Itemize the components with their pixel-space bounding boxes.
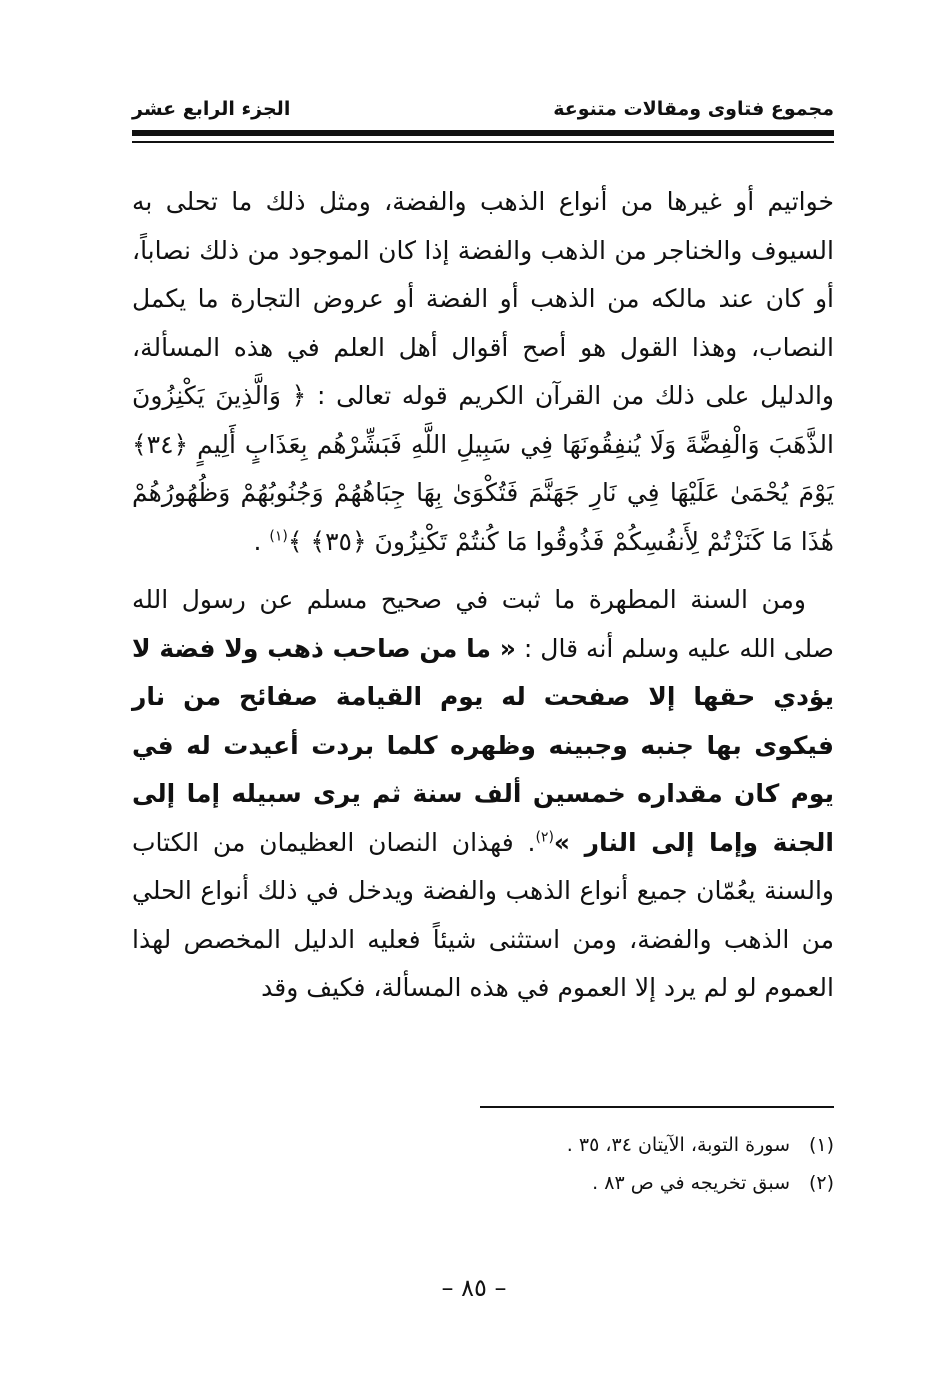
- running-header: [132, 98, 834, 124]
- footnote-2-number: (٢): [808, 1172, 834, 1194]
- footnote-ref-1: (١): [269, 528, 288, 545]
- footnote-2: [132, 1164, 834, 1202]
- footnote-1-number: (١): [808, 1134, 834, 1156]
- footnote-ref-2: (٢): [535, 829, 554, 846]
- footnote-separator: [480, 1106, 834, 1108]
- main-text: [132, 178, 834, 1013]
- footnote-2-text: سبق تخريجه في ص ٨٣ .: [592, 1172, 790, 1194]
- hadith-quote: « ما من صاحب ذهب ولا فضة لا يؤدي حقها إلا صفحت له يوم القيامة صفائح من نار فيكوى بها جنبه وجبينه وظهره كلما بردت أعيدت له في يوم كان مقداره خمسين ألف سنة ثم يرى سبيله إما إلى الجنة وإما إلى النار »: [132, 633, 834, 857]
- page-number: – ٨٥ –: [441, 1274, 507, 1302]
- quran-verse: ﴿ وَالَّذِينَ يَكْنِزُونَ الذَّهَبَ وَالْفِضَّةَ وَلَا يُنفِقُونَهَا فِي سَبِيلِ اللَّهِ فَبَشِّرْهُم بِعَذَابٍ أَلِيمٍ ﴿٣٤﴾ يَوْمَ يُحْمَىٰ عَلَيْهَا فِي نَارِ جَهَنَّمَ فَتُكْوَىٰ بِهَا جِبَاهُهُمْ وَجُنُوبُهُمْ وَظُهُورُهُمْ هَٰذَا مَا كَنَزْتُمْ لِأَنفُسِكُمْ فَذُوقُوا مَا كُنتُمْ تَكْنِزُونَ ﴿٣٥﴾ ﴾: [132, 381, 834, 556]
- volume-label: الجزء الرابع عشر: [132, 98, 291, 120]
- book-title: مجموع فتاوى ومقالات متنوعة: [553, 98, 834, 120]
- paragraph-1-text: خواتيم أو غيرها من أنواع الذهب والفضة، ومثل ذلك ما تحلى به السيوف والخناجر من الذهب والفضة إذا كان الموجود من ذلك نصاباً، أو كان عند مالكه من الذهب أو الفضة أو عروض التجارة ما يكمل النصاب، وهذا القول هو أصح أقوال أهل العلم في هذه المسألة، والدليل على ذلك من القرآن الكريم قوله تعالى :: [132, 187, 834, 410]
- footnotes: [132, 1126, 834, 1202]
- paragraph-2: [132, 576, 834, 1013]
- header-rule-thick: [132, 130, 834, 136]
- footnote-1: [132, 1126, 834, 1164]
- paragraph-1: خواتيم أو غيرها من أنواع الذهب والفضة، ومثل ذلك ما تحلى به السيوف والخناجر من الذهب والفضة إذا كان الموجود من ذلك نصاباً، أو كان عند مالكه من الذهب أو الفضة أو عروض التجارة ما يكمل النصاب، وهذا القول هو أصح أقوال أهل العلم في هذه المسألة، والدليل على ذلك من القرآن الكريم قوله تعالى : ﴿ وَالَّذِينَ يَكْنِزُونَ الذَّهَبَ وَالْفِضَّةَ وَلَا يُنفِقُونَهَا فِي سَبِيلِ اللَّهِ فَبَشِّرْهُم بِعَذَابٍ أَلِيمٍ ﴿٣٤﴾ يَوْمَ يُحْمَىٰ عَلَيْهَا فِي نَارِ جَهَنَّمَ فَتُكْوَىٰ بِهَا جِبَاهُهُمْ وَجُنُوبُهُمْ وَظُهُورُهُمْ هَٰذَا مَا كَنَزْتُمْ لِأَنفُسِكُمْ فَذُوقُوا مَا كُنتُمْ تَكْنِزُونَ ﴿٣٥﴾ ﴾$^{(١)}$ .: [132, 187, 834, 556]
- footnote-1-text: سورة التوبة، الآيتان ٣٤، ٣٥ .: [566, 1134, 790, 1156]
- header-rule-thin: [132, 141, 834, 143]
- paragraph-2-text: . فهذان النصان العظيمان من الكتاب والسنة يعُمّان جميع أنواع الذهب والفضة ويدخل في ذلك أنواع الحلي من الذهب والفضة، ومن استثنى شيئاً فعليه الدليل المخصص لهذا العموم لو لم يرد إلا العموم في هذه المسألة، فكيف وقد: [132, 827, 834, 1002]
- paragraph-2-intro: ومن السنة المطهرة ما ثبت في صحيح مسلم عن رسول الله صلى الله عليه وسلم أنه قال :: [132, 585, 835, 663]
